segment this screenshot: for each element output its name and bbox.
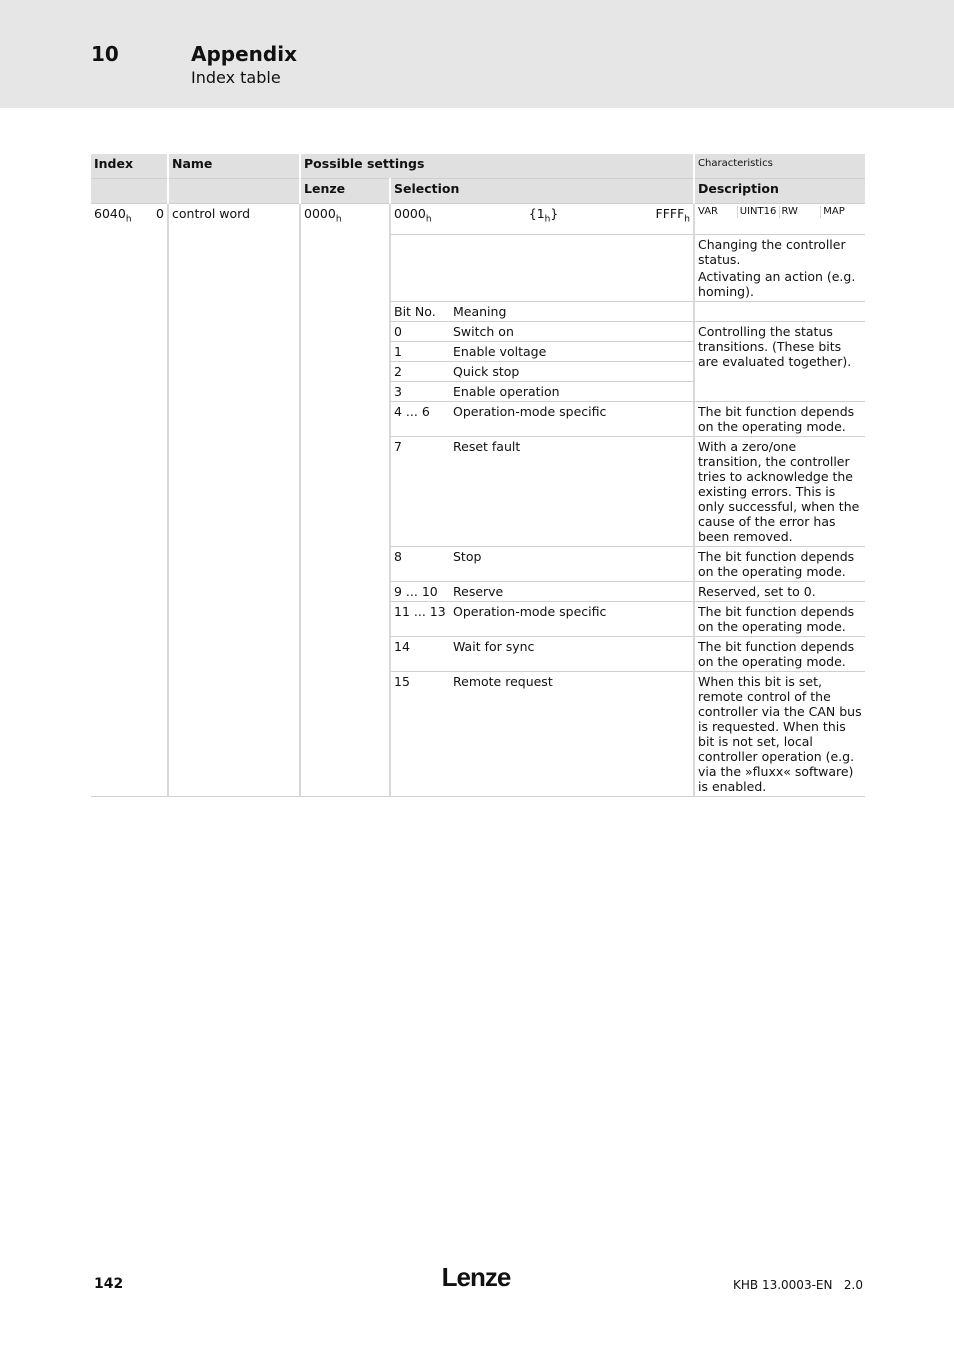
entry-desc-blank	[390, 235, 694, 302]
char-map: MAP	[820, 206, 862, 218]
chapter-subtitle: Index table	[191, 68, 281, 87]
bit-desc: The bit function depends on the operating mode.	[694, 602, 865, 637]
bit-desc: The bit function depends on the operating mode.	[694, 547, 865, 582]
char-access: RW	[779, 206, 821, 218]
document-id: KHB 13.0003-EN 2.0	[733, 1278, 863, 1292]
table-header-row-2	[91, 179, 865, 204]
header-blank-2	[168, 179, 300, 204]
entry-selection-range	[390, 204, 694, 235]
chapter-number: 10	[91, 42, 119, 66]
bit-cell: 1 Enable voltage	[390, 342, 694, 362]
table-header-row-1	[91, 154, 865, 179]
bit-cell: 14 Wait for sync	[390, 637, 694, 672]
bit-cell: 0 Switch on	[390, 322, 694, 342]
header-lenze: Lenze	[300, 179, 390, 204]
bit-cell: 15 Remote request	[390, 672, 694, 797]
bit-header-meaning: Meaning	[453, 304, 507, 319]
bits-0-3-desc: Controlling the status transitions. (These bits are evaluated together).	[694, 322, 865, 402]
header-possible-settings: Possible settings	[300, 154, 694, 179]
bit-cell: 2 Quick stop	[390, 362, 694, 382]
char-var: VAR	[698, 206, 719, 217]
header-description: Description	[694, 179, 865, 204]
entry-index: $6040_h$	[94, 206, 132, 225]
bit-desc: The bit function depends on the operating mode.	[694, 637, 865, 672]
header-band	[0, 0, 954, 108]
header-blank-1	[91, 179, 168, 204]
bit-desc: With a zero/one transition, the controller tries to acknowledge the existing errors. This is only successful, when the cause of the error has been removed.	[694, 437, 865, 547]
bit-header-desc	[694, 302, 865, 322]
entry-description	[694, 235, 865, 302]
selection-min: $0000_h$	[394, 206, 432, 225]
entry-lenze-cell: $0000_h$	[300, 204, 390, 797]
bit-desc: Reserved, set to 0.	[694, 582, 865, 602]
bit-cell: 7 Reset fault	[390, 437, 694, 547]
bit-cell: 9 ... 10 Reserve	[390, 582, 694, 602]
header-characteristics: Characteristics	[694, 154, 865, 179]
entry-index-cell	[91, 204, 168, 797]
entry-subindex: 0	[156, 206, 164, 221]
lenze-logo	[436, 1262, 516, 1294]
bit-cell: 8 Stop	[390, 547, 694, 582]
entry-name: control word	[168, 204, 300, 797]
entry-desc-line-1: Changing the controller status.	[698, 237, 846, 267]
index-table	[91, 154, 865, 797]
entry-characteristics	[694, 204, 865, 235]
header-name: Name	[168, 154, 300, 179]
entry-desc-line-2: Activating an action (e.g. homing).	[698, 269, 856, 299]
chapter-title: Appendix	[191, 42, 297, 66]
char-type: UINT16	[737, 206, 779, 218]
header-selection: Selection	[390, 179, 694, 204]
lenze-logo-text: Lenze	[441, 1262, 511, 1292]
bit-cell: 4 ... 6 Operation-mode specific	[390, 402, 694, 437]
bit-header-bit: Bit No.	[394, 304, 436, 319]
bit-header-cell	[390, 302, 694, 322]
header-index: Index	[91, 154, 168, 179]
selection-max: $FFFF_h$	[655, 206, 690, 225]
entry-lenze: 0000	[304, 206, 336, 221]
selection-step: $\{1_h\}$	[528, 206, 559, 225]
bit-desc: When this bit is set, remote control of the controller via the CAN bus is requested. When this bit is not set, local controller operation (e.g. via the »fluxx« software) is enabled.	[694, 672, 865, 797]
bit-cell: 11 ... 13 Operation-mode specific	[390, 602, 694, 637]
entry-row	[91, 204, 865, 235]
page-number: 142	[94, 1276, 124, 1292]
bit-desc: The bit function depends on the operating mode.	[694, 402, 865, 437]
bit-cell: 3 Enable operation	[390, 382, 694, 402]
